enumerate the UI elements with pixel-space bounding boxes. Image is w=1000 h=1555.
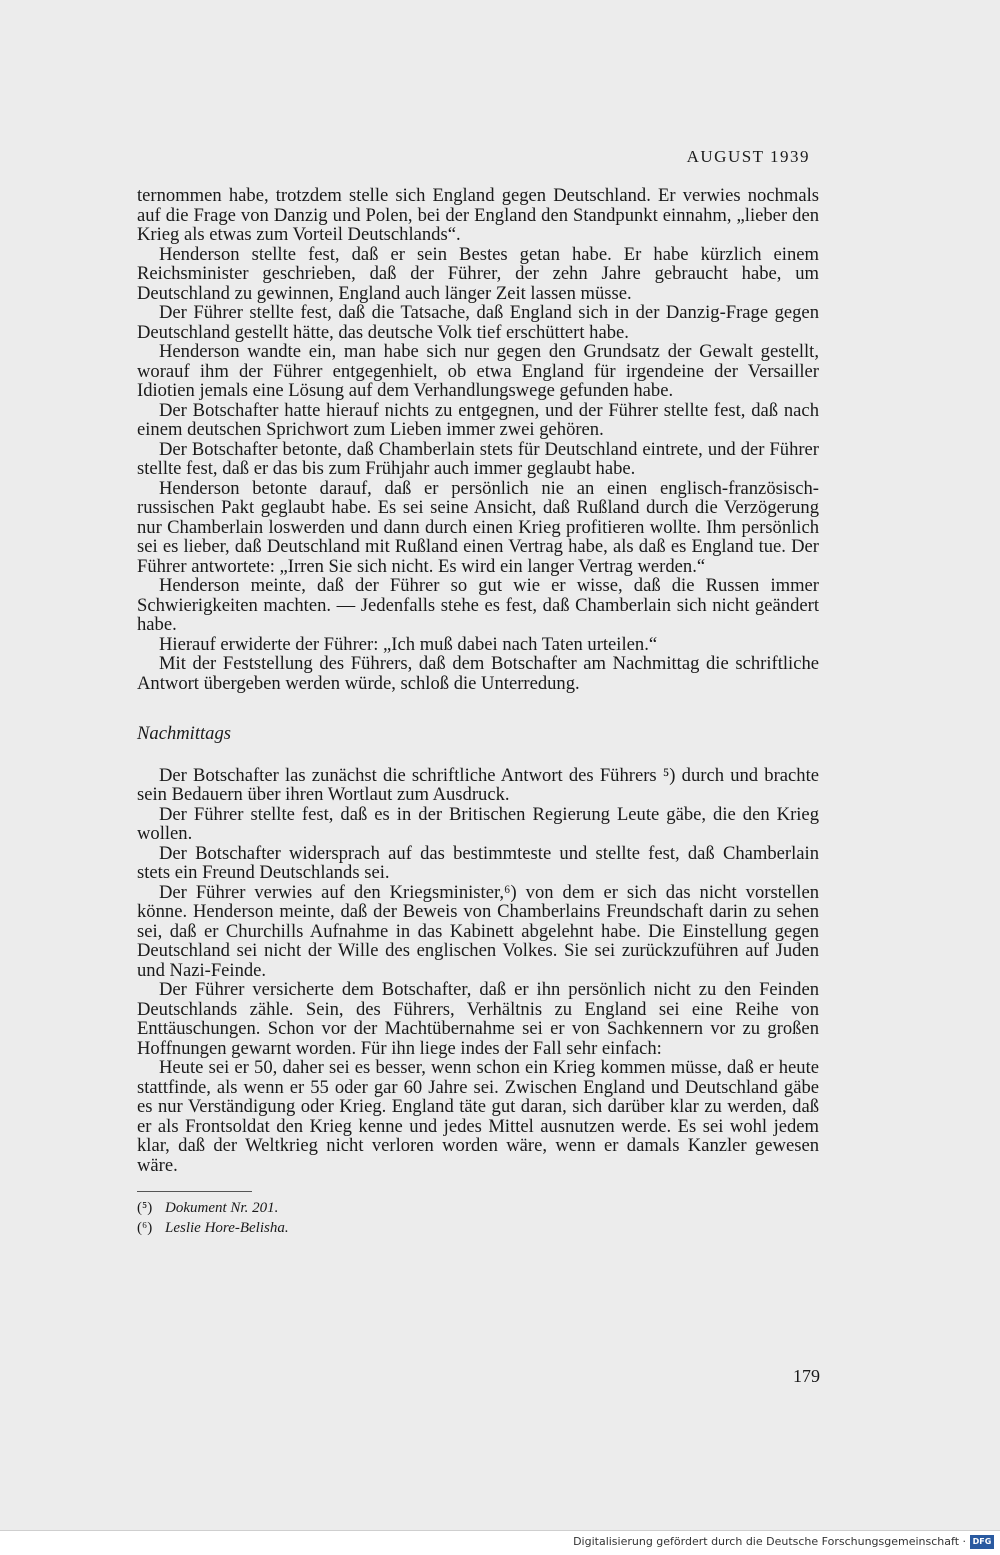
page-number: 179 <box>793 1366 820 1386</box>
paragraph: Der Botschafter las zunächst die schriftliche Antwort des Führers ⁵) durch und brachte sein Bedauern über ihren Wortlaut zum Ausdruck. <box>137 764 819 805</box>
paragraph: Henderson wandte ein, man habe sich nur gegen den Grundsatz der Gewalt gestellt, worauf ihm der Führer entgegenhielt, ob etwa England für irgendeine der Versailler Idiotien jemals eine Lösung auf dem Verhandlungswege gefunden habe. <box>137 341 819 401</box>
footer-credit: Digitalisierung gefördert durch die Deutsche Forschungsgemeinschaft · <box>573 1535 966 1548</box>
footnote-text: Dokument Nr. 201. <box>165 1200 279 1216</box>
digitization-footer <box>0 1530 1000 1555</box>
body-text <box>137 186 819 1238</box>
footnote-rule <box>137 1191 252 1192</box>
paragraph: Der Führer stellte fest, daß die Tatsache, daß England sich in der Danzig-Frage gegen Deutschland gestellt hätte, das deutsche Volk tief erschüttert habe. <box>137 302 819 343</box>
footnote <box>137 1218 819 1238</box>
running-header: AUGUST 1939 <box>686 147 810 166</box>
paragraph: Der Führer stellte fest, daß es in der Britischen Regierung Leute gäbe, die den Krieg wollen. <box>137 803 819 844</box>
footnote-text: Leslie Hore-Belisha. <box>165 1220 289 1236</box>
paragraph: Henderson stellte fest, daß er sein Bestes getan habe. Er habe kürzlich einem Reichsminister geschrieben, daß der Führer, der zehn Jahre gebraucht habe, um Deutschland zu gewinnen, England auch länger Zeit lassen müsse. <box>137 243 819 304</box>
paragraph: Der Botschafter hatte hierauf nichts zu entgegnen, und der Führer stellte fest, daß nach einem deutschen Sprichwort zum Lieben immer zwei gehören. <box>137 399 819 440</box>
dfg-logo-icon: DFG <box>970 1535 994 1549</box>
paragraph: Heute sei er 50, daher sei es besser, wenn schon ein Krieg kommen müsse, daß er heute stattfinde, als wenn er 55 oder gar 60 Jahre sei. Zwischen England und Deutschland gäbe es nur Verständigung oder Krieg. England täte gut daran, sich darüber klar zu werden, daß er als Frontsoldat den Krieg kenne und jedes Mittel ausnutzen werde. Es sei wohl jedem klar, daß der Weltkrieg nicht verloren worden wäre, wenn er damals Kanzler gewesen wäre. <box>137 1057 819 1176</box>
paragraph: Der Botschafter widersprach auf das bestimmteste und stellte fest, daß Chamberlain stets ein Freund Deutschlands sei. <box>137 842 819 883</box>
paragraph: Henderson meinte, daß der Führer so gut wie er wisse, daß die Russen immer Schwierigkeiten machten. — Jedenfalls stehe es fest, daß Chamberlain sich nicht geändert habe. <box>137 575 819 635</box>
paragraph: ternommen habe, trotzdem stelle sich England gegen Deutschland. Er verwies nochmals auf die Frage von Danzig und Polen, bei der England den Standpunkt einnahm, „lieber den Krieg als etwas zum Vorteil Deutschlands“. <box>137 185 819 245</box>
footnote-mark: (⁵) <box>137 1200 153 1216</box>
footnote <box>137 1198 819 1218</box>
paragraph: Der Führer versicherte dem Botschafter, daß er ihn persönlich nicht zu den Feinden Deutschlands zähle. Sein, des Führers, Verhältnis zu England sei eine Reihe von Enttäuschungen. Schon vor der Machtübernahme sei er von Sachkennern vor zu großen Hoffnungen gewarnt worden. Für ihn liege indes der Fall sehr einfach: <box>137 979 819 1059</box>
paragraph: Henderson betonte darauf, daß er persönlich nie an einen englisch-französisch-russischen Pakt geglaubt habe. Es sei seine Ansicht, daß Rußland durch die Verzögerung nur Chamberlain loswerden und dann durch einen Krieg profitieren wollte. Ihm persönlich sei es lieber, daß Deutschland mit Rußland einen Vertrag habe, als daß es England tue. Der Führer antwortete: „Irren Sie sich nicht. Es wird ein langer Vertrag werden.“ <box>137 477 819 577</box>
footnote-mark: (⁶) <box>137 1220 153 1236</box>
paragraph: Mit der Feststellung des Führers, daß dem Botschafter am Nachmittag die schriftliche Antwort übergeben werden würde, schloß die Unterredung. <box>137 653 819 694</box>
paragraph: Der Führer verwies auf den Kriegsminister,⁶) von dem er sich das nicht vorstellen könne. Henderson meinte, daß der Beweis von Chamberlains Freundschaft darin zu sehen sei, daß er Churchills Aufnahme in das Kabinett abgelehnt habe. Die Einstellung gegen Deutschland sei nicht der Wille des englischen Volkes. Sie sei zurückzuführen auf Juden und Nazi-Feinde. <box>137 881 819 981</box>
paragraph: Der Botschafter betonte, daß Chamberlain stets für Deutschland eintrete, und der Führer stellte fest, daß er das bis zum Frühjahr auch immer geglaubt habe. <box>137 438 819 479</box>
paragraph: Hierauf erwiderte der Führer: „Ich muß dabei nach Taten urteilen.“ <box>159 633 658 655</box>
section-heading: Nachmittags <box>137 723 232 744</box>
